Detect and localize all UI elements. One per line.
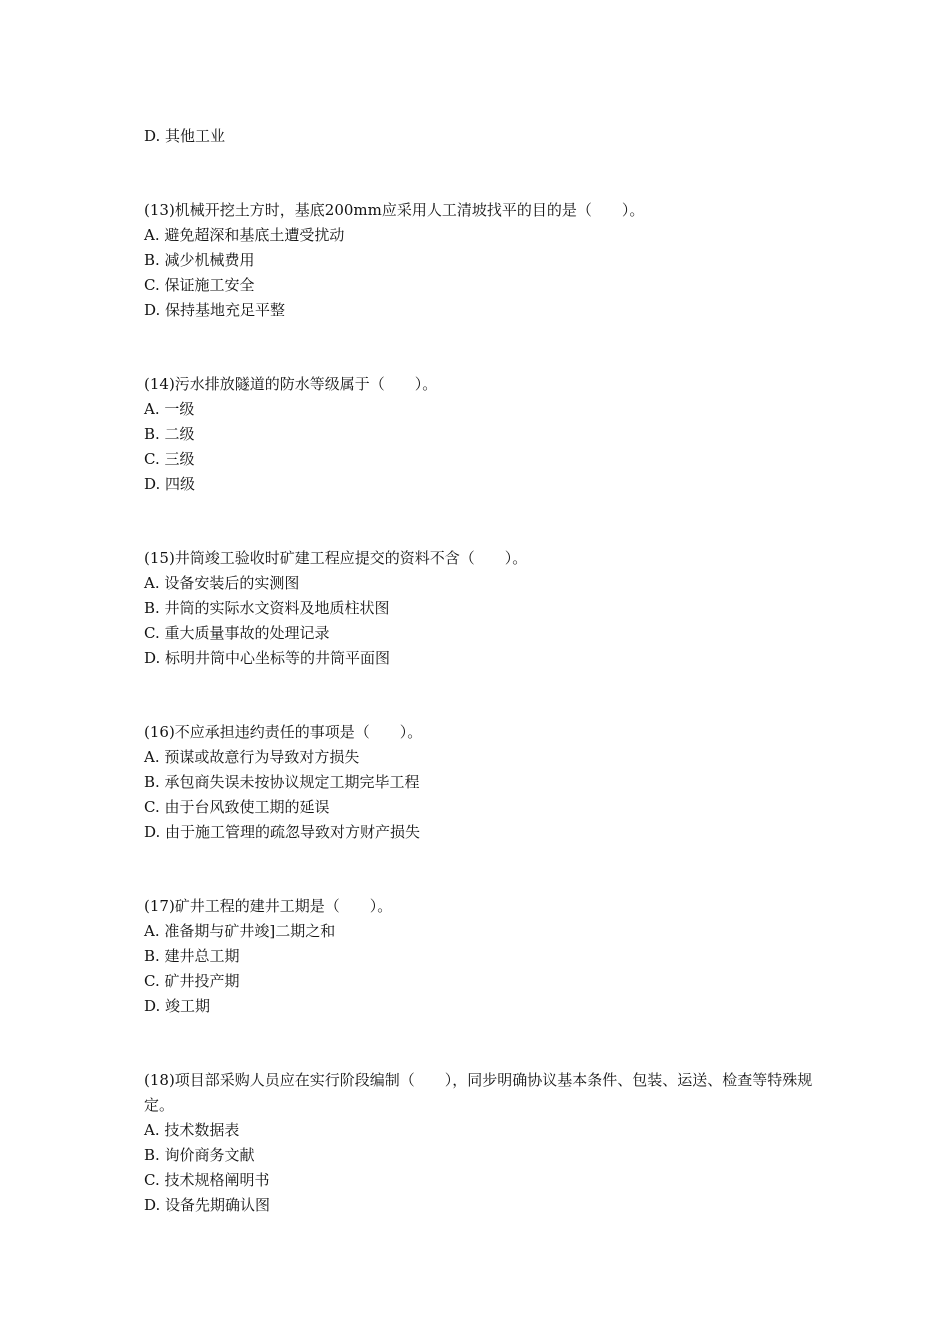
question-16 [144,720,824,845]
option-a: A. 准备期与矿井竣]二期之和 [144,922,336,940]
option-a: A. 预谋或故意行为导致对方损失 [144,748,360,766]
option-c: C. 三级 [144,450,195,468]
option-d: D. 由于施工管理的疏忽导致对方财产损失 [144,823,421,841]
question-text: (18)项目部采购人员应在实行阶段编制（ ），同步明确协议基本条件、包装、运送、检查等特殊规定。 [144,1071,813,1114]
option-d: D. 保持基地充足平整 [144,301,286,319]
question-text: (16)不应承担违约责任的事项是（ ）。 [144,723,423,741]
option-c: C. 保证施工安全 [144,276,255,294]
option-b: B. 井筒的实际水文资料及地质柱状图 [144,599,390,617]
question-18 [144,1068,824,1218]
leading-option-block [144,124,824,149]
option-d: D. 设备先期确认图 [144,1196,271,1214]
option-a: A. 一级 [144,400,195,418]
option-c: C. 重大质量事故的处理记录 [144,624,330,642]
question-15 [144,546,824,671]
question-text: (15)井筒竣工验收时矿建工程应提交的资料不含（ ）。 [144,549,528,567]
question-17 [144,894,824,1019]
option-b: B. 建井总工期 [144,947,240,965]
option-b: B. 承包商失误未按协议规定工期完毕工程 [144,773,420,791]
option-d: D. 其他工业 [144,127,226,145]
question-14 [144,372,824,497]
question-13 [144,198,824,323]
option-a: A. 技术数据表 [144,1121,240,1139]
option-b: B. 减少机械费用 [144,251,255,269]
option-b: B. 二级 [144,425,195,443]
option-c: C. 矿井投产期 [144,972,240,990]
option-a: A. 设备安装后的实测图 [144,574,300,592]
document-page [144,124,824,1218]
question-text: (13)机械开挖土方时，基底200mm应采用人工清坡找平的目的是（ ）。 [144,201,645,219]
question-text: (17)矿井工程的建井工期是（ ）。 [144,897,393,915]
option-d: D. 四级 [144,475,196,493]
option-a: A. 避免超深和基底土遭受扰动 [144,226,345,244]
option-c: C. 技术规格阐明书 [144,1171,270,1189]
option-b: B. 询价商务文献 [144,1146,255,1164]
option-d: D. 竣工期 [144,997,211,1015]
option-c: C. 由于台风致使工期的延误 [144,798,330,816]
option-d: D. 标明井筒中心坐标等的井筒平面图 [144,649,391,667]
question-text: (14)污水排放隧道的防水等级属于（ ）。 [144,375,438,393]
